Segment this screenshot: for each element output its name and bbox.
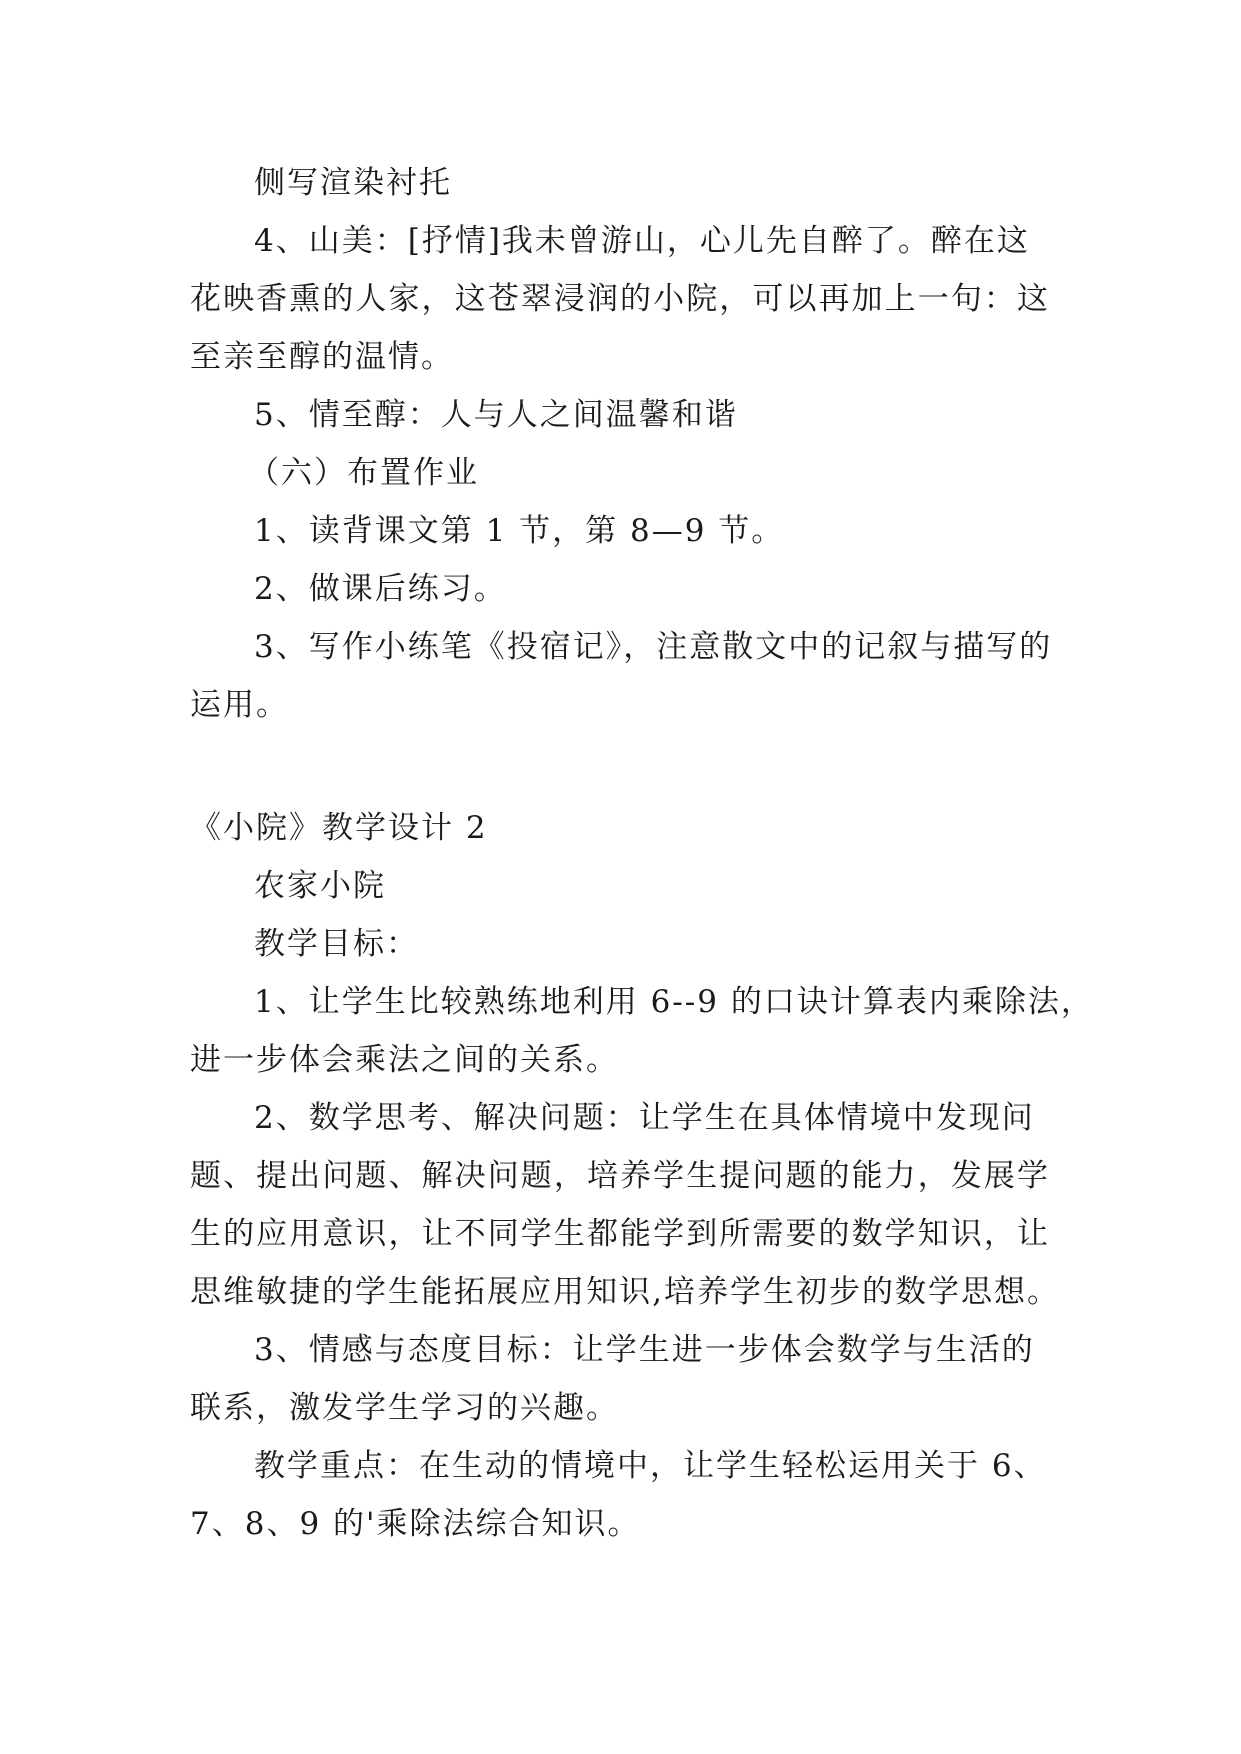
list-item: 1、读背课文第 1 节，第 8—9 节。	[254, 513, 785, 549]
list-item: 3、写作小练笔《投宿记》，注意散文中的记叙与描写的	[254, 629, 1053, 665]
list-item: 2、做课后练习。	[254, 571, 507, 607]
paragraph-line: 7、8、9 的'乘除法综合知识。	[190, 1506, 641, 1542]
document-title: 《小院》教学设计 2	[190, 810, 488, 846]
list-item: 运用。	[190, 687, 289, 723]
paragraph-line: 思维敏捷的学生能拓展应用知识,培养学生初步的数学思想。	[190, 1274, 1060, 1310]
paragraph-line: 题、提出问题、解决问题，培养学生提问题的能力，发展学	[190, 1158, 1050, 1194]
paragraph-line: 3、情感与态度目标：让学生进一步体会数学与生活的	[254, 1332, 1035, 1368]
paragraph-line: 1、让学生比较熟练地利用 6--9 的口诀计算表内乘除法，	[254, 984, 1094, 1020]
paragraph-line: 联系，激发学生学习的兴趣。	[190, 1390, 619, 1426]
paragraph-line: 农家小院	[254, 868, 386, 904]
paragraph-line: 进一步体会乘法之间的关系。	[190, 1042, 619, 1078]
paragraph-line: 侧写渲染衬托	[254, 165, 452, 201]
paragraph-line: 2、数学思考、解决问题：让学生在具体情境中发现问	[254, 1100, 1035, 1136]
paragraph-line: 教学重点：在生动的情境中，让学生轻松运用关于 6、	[254, 1448, 1047, 1484]
section-heading: （六）布置作业	[248, 455, 479, 491]
paragraph-line: 教学目标：	[254, 926, 419, 962]
paragraph-line: 4、山美：[抒情]我未曾游山，心儿先自醉了。醉在这	[254, 223, 1030, 259]
paragraph-line: 生的应用意识，让不同学生都能学到所需要的数学知识，让	[190, 1216, 1050, 1252]
paragraph-line: 5、情至醇：人与人之间温馨和谐	[254, 397, 738, 433]
paragraph-line: 花映香熏的人家，这苍翠浸润的小院，可以再加上一句：这	[190, 281, 1050, 317]
paragraph-line: 至亲至醇的温情。	[190, 339, 454, 375]
